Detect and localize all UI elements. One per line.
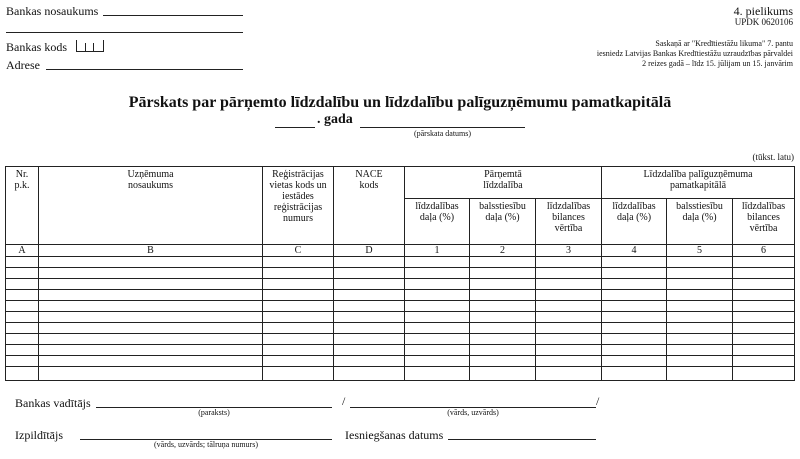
table-row bbox=[6, 356, 795, 367]
table-cell[interactable] bbox=[470, 367, 536, 381]
table-cell[interactable] bbox=[667, 290, 733, 301]
head-name-caption: (vārds, uzvārds) bbox=[447, 408, 499, 417]
table-cell[interactable] bbox=[263, 356, 334, 367]
table-cell[interactable] bbox=[536, 323, 602, 334]
table-row bbox=[6, 279, 795, 290]
column-code: D bbox=[334, 245, 405, 257]
table-cell[interactable] bbox=[733, 301, 795, 312]
col-header-company: Uzņēmuma nosaukums bbox=[39, 167, 263, 245]
col-header-nr: Nr. p.k. bbox=[6, 167, 39, 245]
table-cell[interactable] bbox=[667, 279, 733, 290]
bank-code-label: Bankas kods bbox=[6, 40, 67, 54]
table-cell[interactable] bbox=[39, 334, 263, 345]
table-cell[interactable] bbox=[405, 257, 470, 268]
table-cell[interactable] bbox=[6, 312, 39, 323]
table-cell[interactable] bbox=[6, 356, 39, 367]
group-header-subsidiary: Līdzdalība palīguzņēmuma pamatkapitālā bbox=[602, 167, 795, 199]
table-cell[interactable] bbox=[334, 279, 405, 290]
table-cell[interactable] bbox=[39, 345, 263, 356]
table-cell[interactable] bbox=[733, 268, 795, 279]
subheader-balance-2: līdzdalības bilances vērtība bbox=[733, 199, 795, 245]
table-row bbox=[6, 334, 795, 345]
table-cell[interactable] bbox=[602, 356, 667, 367]
executor-caption: (vārds, uzvārds; tālruņa numurs) bbox=[154, 440, 258, 449]
table-cell[interactable] bbox=[602, 345, 667, 356]
table-cell[interactable] bbox=[470, 257, 536, 268]
report-title: Pārskats par pārņemto līdzdalību un līdzdalību palīguzņēmumu pamatkapitālā bbox=[128, 94, 672, 111]
column-code: 3 bbox=[536, 245, 602, 257]
column-code: 6 bbox=[733, 245, 795, 257]
table-row bbox=[6, 323, 795, 334]
participation-table bbox=[5, 166, 795, 381]
table-cell[interactable] bbox=[602, 257, 667, 268]
table-cell[interactable] bbox=[6, 279, 39, 290]
table-cell[interactable] bbox=[602, 367, 667, 381]
table-cell[interactable] bbox=[334, 356, 405, 367]
table-cell[interactable] bbox=[733, 257, 795, 268]
table-cell[interactable] bbox=[405, 367, 470, 381]
table-cell[interactable] bbox=[602, 268, 667, 279]
table-cell[interactable] bbox=[334, 268, 405, 279]
year-label: . gada bbox=[317, 112, 353, 127]
table-cell[interactable] bbox=[536, 367, 602, 381]
column-code: A bbox=[6, 245, 39, 257]
table-cell[interactable] bbox=[263, 367, 334, 381]
table-cell[interactable] bbox=[263, 257, 334, 268]
table-cell[interactable] bbox=[334, 290, 405, 301]
bank-head-label: Bankas vadītājs bbox=[15, 396, 91, 410]
column-code: 2 bbox=[470, 245, 536, 257]
table-cell[interactable] bbox=[667, 312, 733, 323]
table-cell[interactable] bbox=[536, 345, 602, 356]
bank-name-field[interactable] bbox=[103, 15, 243, 16]
table-cell[interactable] bbox=[263, 301, 334, 312]
table-cell[interactable] bbox=[536, 257, 602, 268]
table-row bbox=[6, 312, 795, 323]
legal-basis-line1: Saskaņā ar "Kredītiestāžu likuma" 7. pantu bbox=[655, 39, 793, 48]
table-cell[interactable] bbox=[39, 301, 263, 312]
group-header-acquired: Pārņemtā līdzdalība bbox=[405, 167, 602, 199]
legal-basis-line2: iesniedz Latvijas Bankas Kredītiestāžu uzraudzības pārvaldei bbox=[596, 49, 793, 58]
table-cell[interactable] bbox=[667, 257, 733, 268]
table-cell[interactable] bbox=[733, 290, 795, 301]
column-code: 5 bbox=[667, 245, 733, 257]
table-cell[interactable] bbox=[667, 345, 733, 356]
table-cell[interactable] bbox=[334, 257, 405, 268]
table-cell[interactable] bbox=[602, 290, 667, 301]
table-cell[interactable] bbox=[470, 290, 536, 301]
table-cell[interactable] bbox=[6, 257, 39, 268]
table-cell[interactable] bbox=[263, 334, 334, 345]
bank-code-row bbox=[6, 40, 104, 55]
column-code: 1 bbox=[405, 245, 470, 257]
table-cell[interactable] bbox=[470, 301, 536, 312]
table-cell[interactable] bbox=[263, 268, 334, 279]
executor-label: Izpildītājs bbox=[15, 428, 63, 442]
table-row bbox=[6, 345, 795, 356]
table-cell[interactable] bbox=[470, 334, 536, 345]
slash-open: / bbox=[342, 394, 346, 408]
table-cell[interactable] bbox=[405, 334, 470, 345]
column-code: B bbox=[39, 245, 263, 257]
table-cell[interactable] bbox=[405, 279, 470, 290]
bank-code-boxes[interactable] bbox=[76, 40, 104, 52]
signature-caption: (paraksts) bbox=[198, 408, 230, 417]
table-row bbox=[6, 301, 795, 312]
table-cell[interactable] bbox=[405, 290, 470, 301]
table-cell[interactable] bbox=[536, 356, 602, 367]
subheader-voting-2: balsstiesību daļa (%) bbox=[667, 199, 733, 245]
table-cell[interactable] bbox=[405, 312, 470, 323]
table-cell[interactable] bbox=[536, 312, 602, 323]
table-cell[interactable] bbox=[602, 312, 667, 323]
column-code: 4 bbox=[602, 245, 667, 257]
table-cell[interactable] bbox=[405, 323, 470, 334]
table-cell[interactable] bbox=[470, 356, 536, 367]
table-cell[interactable] bbox=[733, 356, 795, 367]
address-field[interactable] bbox=[46, 69, 243, 70]
col-header-registration: Reģistrācijas vietas kods un iestādes reģistrācijas numurs bbox=[263, 167, 334, 245]
table-cell[interactable] bbox=[39, 268, 263, 279]
table-cell[interactable] bbox=[263, 290, 334, 301]
table-cell[interactable] bbox=[602, 279, 667, 290]
table-cell[interactable] bbox=[470, 268, 536, 279]
table-cell[interactable] bbox=[334, 312, 405, 323]
table-cell[interactable] bbox=[602, 323, 667, 334]
table-cell[interactable] bbox=[667, 334, 733, 345]
table-header-row bbox=[6, 167, 795, 199]
col-header-nace: NACE kods bbox=[334, 167, 405, 245]
table-row bbox=[6, 257, 795, 268]
table-cell[interactable] bbox=[6, 301, 39, 312]
table-cell[interactable] bbox=[667, 301, 733, 312]
table-cell[interactable] bbox=[667, 367, 733, 381]
table-cell[interactable] bbox=[39, 312, 263, 323]
table-cell[interactable] bbox=[334, 367, 405, 381]
year-field[interactable] bbox=[275, 127, 315, 128]
table-cell[interactable] bbox=[334, 323, 405, 334]
table-cell[interactable] bbox=[39, 323, 263, 334]
submission-date-label: Iesniegšanas datums bbox=[345, 428, 444, 442]
submission-date-field[interactable] bbox=[448, 439, 596, 440]
table-row bbox=[6, 367, 795, 381]
table-cell[interactable] bbox=[667, 356, 733, 367]
bank-name-field-line2[interactable] bbox=[6, 32, 243, 33]
table-cell[interactable] bbox=[405, 356, 470, 367]
table-cell[interactable] bbox=[733, 367, 795, 381]
table-cell[interactable] bbox=[6, 345, 39, 356]
form-code: UPDK 0620106 bbox=[734, 17, 793, 27]
table-cell[interactable] bbox=[39, 356, 263, 367]
table-cell[interactable] bbox=[667, 268, 733, 279]
table-cell[interactable] bbox=[733, 345, 795, 356]
slash-close: / bbox=[596, 394, 600, 408]
table-cell[interactable] bbox=[6, 334, 39, 345]
table-cell[interactable] bbox=[405, 301, 470, 312]
unit-label: (tūkst. latu) bbox=[752, 152, 794, 162]
table-cell[interactable] bbox=[6, 367, 39, 381]
report-date-caption: (pārskata datums) bbox=[413, 129, 472, 138]
table-cell[interactable] bbox=[39, 257, 263, 268]
column-code: C bbox=[263, 245, 334, 257]
table-cell[interactable] bbox=[334, 334, 405, 345]
table-row bbox=[6, 268, 795, 279]
table-cell[interactable] bbox=[536, 334, 602, 345]
table-cell[interactable] bbox=[536, 290, 602, 301]
table-cell[interactable] bbox=[39, 367, 263, 381]
table-cell[interactable] bbox=[6, 323, 39, 334]
table-cell[interactable] bbox=[667, 323, 733, 334]
table-cell[interactable] bbox=[470, 279, 536, 290]
legal-basis-line3: 2 reizes gadā – līdz 15. jūlijam un 15. janvārim bbox=[642, 59, 793, 68]
table-cell[interactable] bbox=[6, 290, 39, 301]
table-cell[interactable] bbox=[536, 279, 602, 290]
table-cell[interactable] bbox=[470, 345, 536, 356]
column-codes-row bbox=[6, 245, 795, 257]
table-cell[interactable] bbox=[334, 345, 405, 356]
table-cell[interactable] bbox=[334, 301, 405, 312]
table-cell[interactable] bbox=[6, 268, 39, 279]
table-cell[interactable] bbox=[733, 312, 795, 323]
table-cell[interactable] bbox=[263, 345, 334, 356]
table-cell[interactable] bbox=[733, 334, 795, 345]
table-cell[interactable] bbox=[263, 279, 334, 290]
address-label: Adrese bbox=[6, 58, 40, 72]
table-cell[interactable] bbox=[536, 268, 602, 279]
table-cell[interactable] bbox=[470, 312, 536, 323]
table-cell[interactable] bbox=[602, 301, 667, 312]
table-cell[interactable] bbox=[470, 323, 536, 334]
table-cell[interactable] bbox=[602, 334, 667, 345]
appendix-number: 4. pielikums bbox=[733, 4, 793, 18]
table-cell[interactable] bbox=[405, 345, 470, 356]
table-cell[interactable] bbox=[39, 290, 263, 301]
table-cell[interactable] bbox=[39, 279, 263, 290]
subheader-balance-1: līdzdalības bilances vērtība bbox=[536, 199, 602, 245]
table-cell[interactable] bbox=[733, 323, 795, 334]
table-row bbox=[6, 290, 795, 301]
subheader-share-1: līdzdalības daļa (%) bbox=[405, 199, 470, 245]
report-date-field[interactable] bbox=[360, 127, 525, 128]
bank-name-label: Bankas nosaukums bbox=[6, 4, 99, 18]
table-cell[interactable] bbox=[263, 312, 334, 323]
subheader-voting-1: balsstiesību daļa (%) bbox=[470, 199, 536, 245]
table-cell[interactable] bbox=[536, 301, 602, 312]
subheader-share-2: līdzdalības daļa (%) bbox=[602, 199, 667, 245]
table-cell[interactable] bbox=[263, 323, 334, 334]
table-cell[interactable] bbox=[405, 268, 470, 279]
table-cell[interactable] bbox=[733, 279, 795, 290]
